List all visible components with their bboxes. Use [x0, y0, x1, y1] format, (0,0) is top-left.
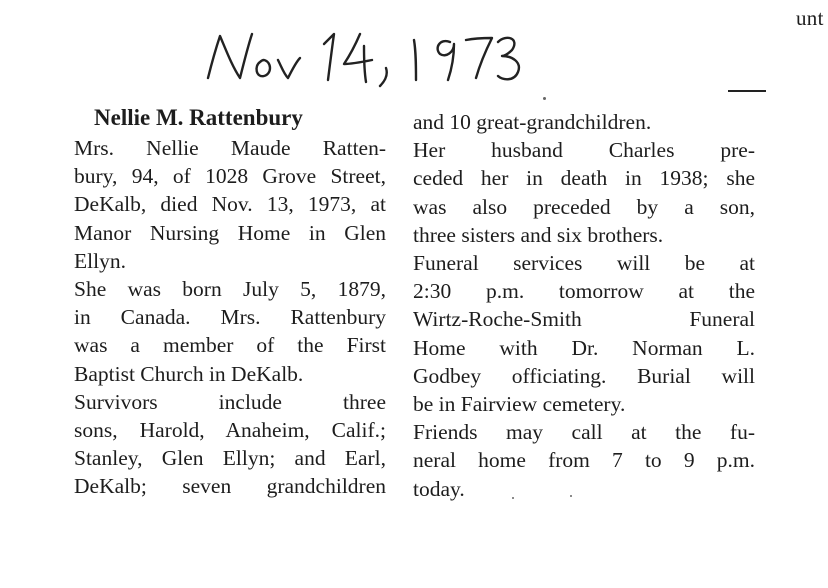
- text-line: Ellyn.: [74, 248, 126, 273]
- text-line: and 10 great-grandchildren.: [413, 110, 652, 134]
- text-line: DeKalb, died Nov. 13, 1973, at: [74, 192, 386, 217]
- text-line: ceded her in death in 1938; she: [413, 166, 755, 191]
- text-line: Friends may call at the fu-: [413, 420, 755, 445]
- handwritten-date-annotation: [200, 22, 530, 92]
- text-line: in Canada. Mrs. Rattenbury: [74, 305, 386, 330]
- text-line: Baptist Church in DeKalb.: [74, 361, 304, 386]
- edge-text-fragment: unt: [796, 6, 824, 30]
- text-line: DeKalb; seven grandchildren: [74, 474, 386, 499]
- edge-rule-divider: [728, 90, 766, 92]
- text-line: three sisters and six brothers.: [413, 222, 664, 247]
- obituary-headline: Nellie M. Rattenbury: [94, 105, 303, 130]
- right-column-body: [413, 108, 755, 503]
- left-column-body: [74, 134, 386, 501]
- print-speck: [543, 97, 546, 100]
- text-line: was also preceded by a son,: [413, 194, 755, 219]
- text-line: Wirtz-Roche-Smith Funeral: [413, 307, 755, 332]
- text-line: Manor Nursing Home in Glen: [74, 220, 386, 245]
- text-line: Funeral services will be at: [413, 251, 755, 276]
- text-line: neral home from 7 to 9 p.m.: [413, 448, 755, 473]
- text-line: 2:30 p.m. tomorrow at the: [413, 279, 755, 304]
- text-line: Mrs. Nellie Maude Ratten-: [74, 136, 386, 160]
- text-line: She was born July 5, 1879,: [74, 277, 386, 302]
- right-text-column: [413, 108, 755, 503]
- text-line: bury, 94, of 1028 Grove Street,: [74, 164, 386, 189]
- print-speck: [512, 497, 514, 499]
- text-line: Her husband Charles pre-: [413, 138, 755, 163]
- text-line: today.: [413, 476, 465, 501]
- text-line: Godbey officiating. Burial will: [413, 363, 755, 388]
- text-line: Stanley, Glen Ellyn; and Earl,: [74, 446, 386, 471]
- text-line: sons, Harold, Anaheim, Calif.;: [74, 418, 386, 443]
- left-text-column: [74, 104, 386, 501]
- text-line: was a member of the First: [74, 333, 386, 358]
- text-line: be in Fairview cemetery.: [413, 392, 626, 417]
- print-speck: [570, 495, 572, 497]
- text-line: Survivors include three: [74, 389, 386, 414]
- text-line: Home with Dr. Norman L.: [413, 335, 755, 360]
